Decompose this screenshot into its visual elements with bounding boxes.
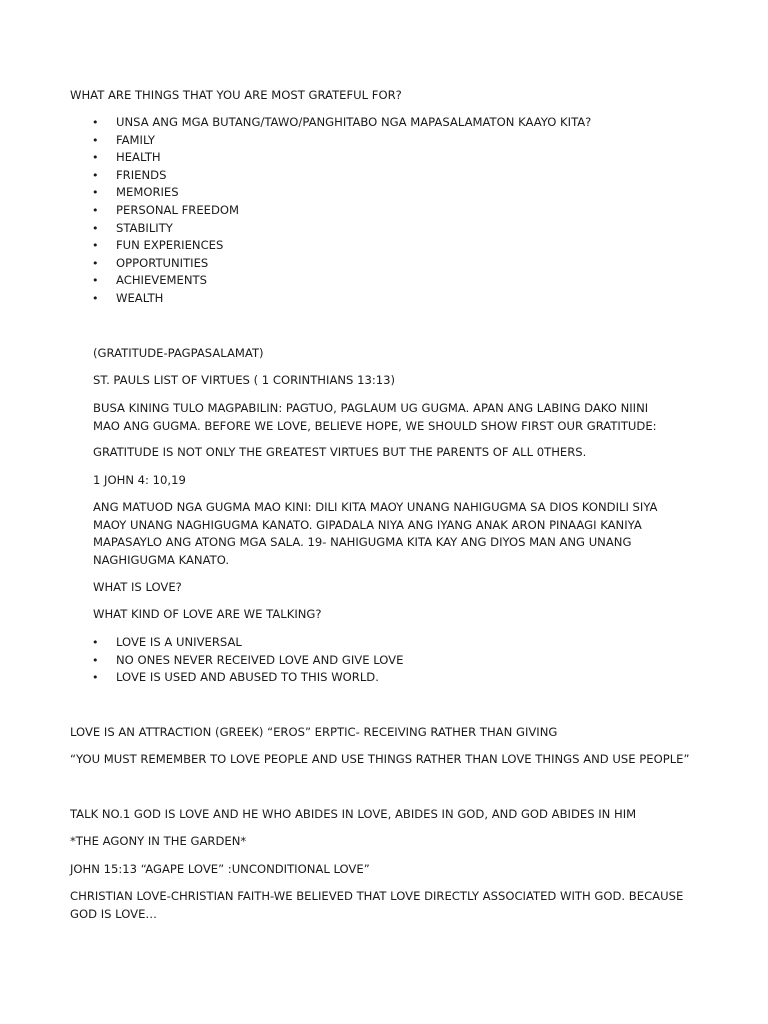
eros-line: LOVE IS AN ATTRACTION (GREEK) “EROS” ERPTIC- RECEIVING RATHER THAN GIVING bbox=[70, 725, 558, 739]
bullet-icon: • bbox=[92, 653, 99, 667]
bullet-icon: • bbox=[92, 168, 99, 182]
agony-line: *THE AGONY IN THE GARDEN* bbox=[70, 834, 247, 848]
bullet-icon: • bbox=[92, 221, 99, 235]
bullet-icon: • bbox=[92, 291, 99, 305]
bullet-icon: • bbox=[92, 636, 99, 649]
remember-quote: “YOU MUST REMEMBER TO LOVE PEOPLE AND USE THINGS RATHER THAN LOVE THINGS AND USE PEOPLE” bbox=[70, 752, 690, 766]
bullet-icon: • bbox=[92, 133, 99, 147]
bullet-icon: • bbox=[92, 274, 99, 288]
john15-line: JOHN 15:13 “AGAPE LOVE” :UNCONDITIONAL LOVE” bbox=[70, 862, 370, 876]
heading-grateful: WHAT ARE THINGS THAT YOU ARE MOST GRATEFUL FOR? bbox=[70, 88, 402, 102]
bullet-icon: • bbox=[92, 186, 99, 200]
bullet-icon: • bbox=[92, 116, 99, 129]
st-pauls-heading: ST. PAULS LIST OF VIRTUES ( 1 CORINTHIANS 13:13) bbox=[93, 373, 396, 387]
gratitude-statement: GRATITUDE IS NOT ONLY THE GREATEST VIRTUES BUT THE PARENTS OF ALL 0THERS. bbox=[93, 445, 587, 459]
gratitude-label: (GRATITUDE-PAGPASALAMAT) bbox=[93, 346, 264, 360]
bullet-icon: • bbox=[92, 151, 99, 165]
talk-line: TALK NO.1 GOD IS LOVE AND HE WHO ABIDES IN LOVE, ABIDES IN GOD, AND GOD ABIDES IN HIM bbox=[70, 807, 637, 821]
bullet-icon: • bbox=[92, 256, 99, 270]
bullet-icon: • bbox=[92, 239, 99, 253]
what-is-love: WHAT IS LOVE? bbox=[93, 580, 182, 594]
john-reference: 1 JOHN 4: 10,19 bbox=[93, 473, 186, 487]
bullet-icon: • bbox=[92, 203, 99, 217]
what-kind-of-love: WHAT KIND OF LOVE ARE WE TALKING? bbox=[93, 607, 322, 621]
matuod-paragraph: ANG MATUOD NGA GUGMA MAO KINI: DILI KITA MAOY UNANG NAHIGUGMA SA DIOS KONDILI SIYA MAOY UNANG NAGHIGUGMA KANATO. GIPADALA NIYA ANG IYANG ANAK ARON PINAAGI KANIYA MAPASAYLO ANG ATONG MGA SALA. 19- NAHIGUGMA KITA KAY ANG DIYOS MAN ANG UNANG NAGHIGUGMA KANATO. bbox=[93, 500, 658, 567]
bullet-icon: • bbox=[92, 671, 99, 685]
document-page: WHAT ARE THINGS THAT YOU ARE MOST GRATEFUL FOR? • UNSA ANG MGA BUTANG/TAWO/PANGHITABO NGA MAPASALAMATON KAAYO KITA? • FAMILY • HEALTH • FRIENDS • MEMORIES • PERSONAL FREEDOM • STABILITY • FUN EXPERIENCES • OPPORTUNITIES • ACHIEVEMENTS • WEALTH (GRATITUDE-PAGPASALAMAT) ST. PAULS LIST OF VIRTUES ( 1 CORINTHIANS 13:13) BUSA KINING TULO MAGPABILIN: PAGTUO, PAGLAUM UG GUGMA. APAN ANG LABING DAKO NIINI MAO ANG GUGMA. BEFORE WE LOVE, BELIEVE HOPE, WE SHOULD SHOW FIRST OUR GRATITUDE: GRATITUDE IS NOT ONLY THE GREATEST VIRTUES BUT THE PARENTS OF ALL 0THERS. 1 JOHN 4: 10,19 ANG MATUOD NGA GUGMA MAO KINI: DILI KITA MAOY UNANG NAHIGUGMA SA DIOS KONDILI SIYA MAOY UNANG NAGHIGUGMA KANATO. GIPADALA NIYA ANG IYANG ANAK ARON PINAAGI KANIYA MAPASAYLO ANG ATONG MGA SALA. 19- NAHIGUGMA KITA KAY ANG DIYOS MAN ANG UNANG NAGHIGUGMA KANATO. WHAT IS LOVE? WHAT KIND OF LOVE ARE WE TALKING? • LOVE IS A UNIVERSAL • NO ONES NEVER RECEIVED LOVE AND GIVE LOVE • LOVE IS USED AND ABUSED TO THIS WORLD. LOVE IS AN ATTRACTION (GREEK) “EROS” ERPTIC- RECEIVING RATHER THAN GIVING “YOU MUST REMEMBER TO LOVE PEOPLE AND USE THINGS RATHER THAN LOVE THINGS AND USE PEOPLE” TALK NO.1 GOD IS LOVE AND HE WHO ABIDES IN LOVE, ABIDES IN GOD, AND GOD ABIDES IN HIM *THE AGONY IN THE GARDEN* JOHN 15:13 “AGAPE LOVE” :UNCONDITIONAL LOVE” CHRISTIAN LOVE-CHRISTIAN FAITH-WE BELIEVED THAT LOVE DIRECTLY ASSOCIATED WITH GOD. BECAUSE GOD IS LOVE… bbox=[0, 0, 768, 1024]
busa-paragraph: BUSA KINING TULO MAGPABILIN: PAGTUO, PAGLAUM UG GUGMA. APAN ANG LABING DAKO NIINI MAO ANG GUGMA. BEFORE WE LOVE, BELIEVE HOPE, WE SHOULD SHOW FIRST OUR GRATITUDE: bbox=[93, 401, 657, 433]
christian-paragraph: CHRISTIAN LOVE-CHRISTIAN FAITH-WE BELIEVED THAT LOVE DIRECTLY ASSOCIATED WITH GOD. BECAUSE GOD IS LOVE… bbox=[70, 889, 684, 921]
